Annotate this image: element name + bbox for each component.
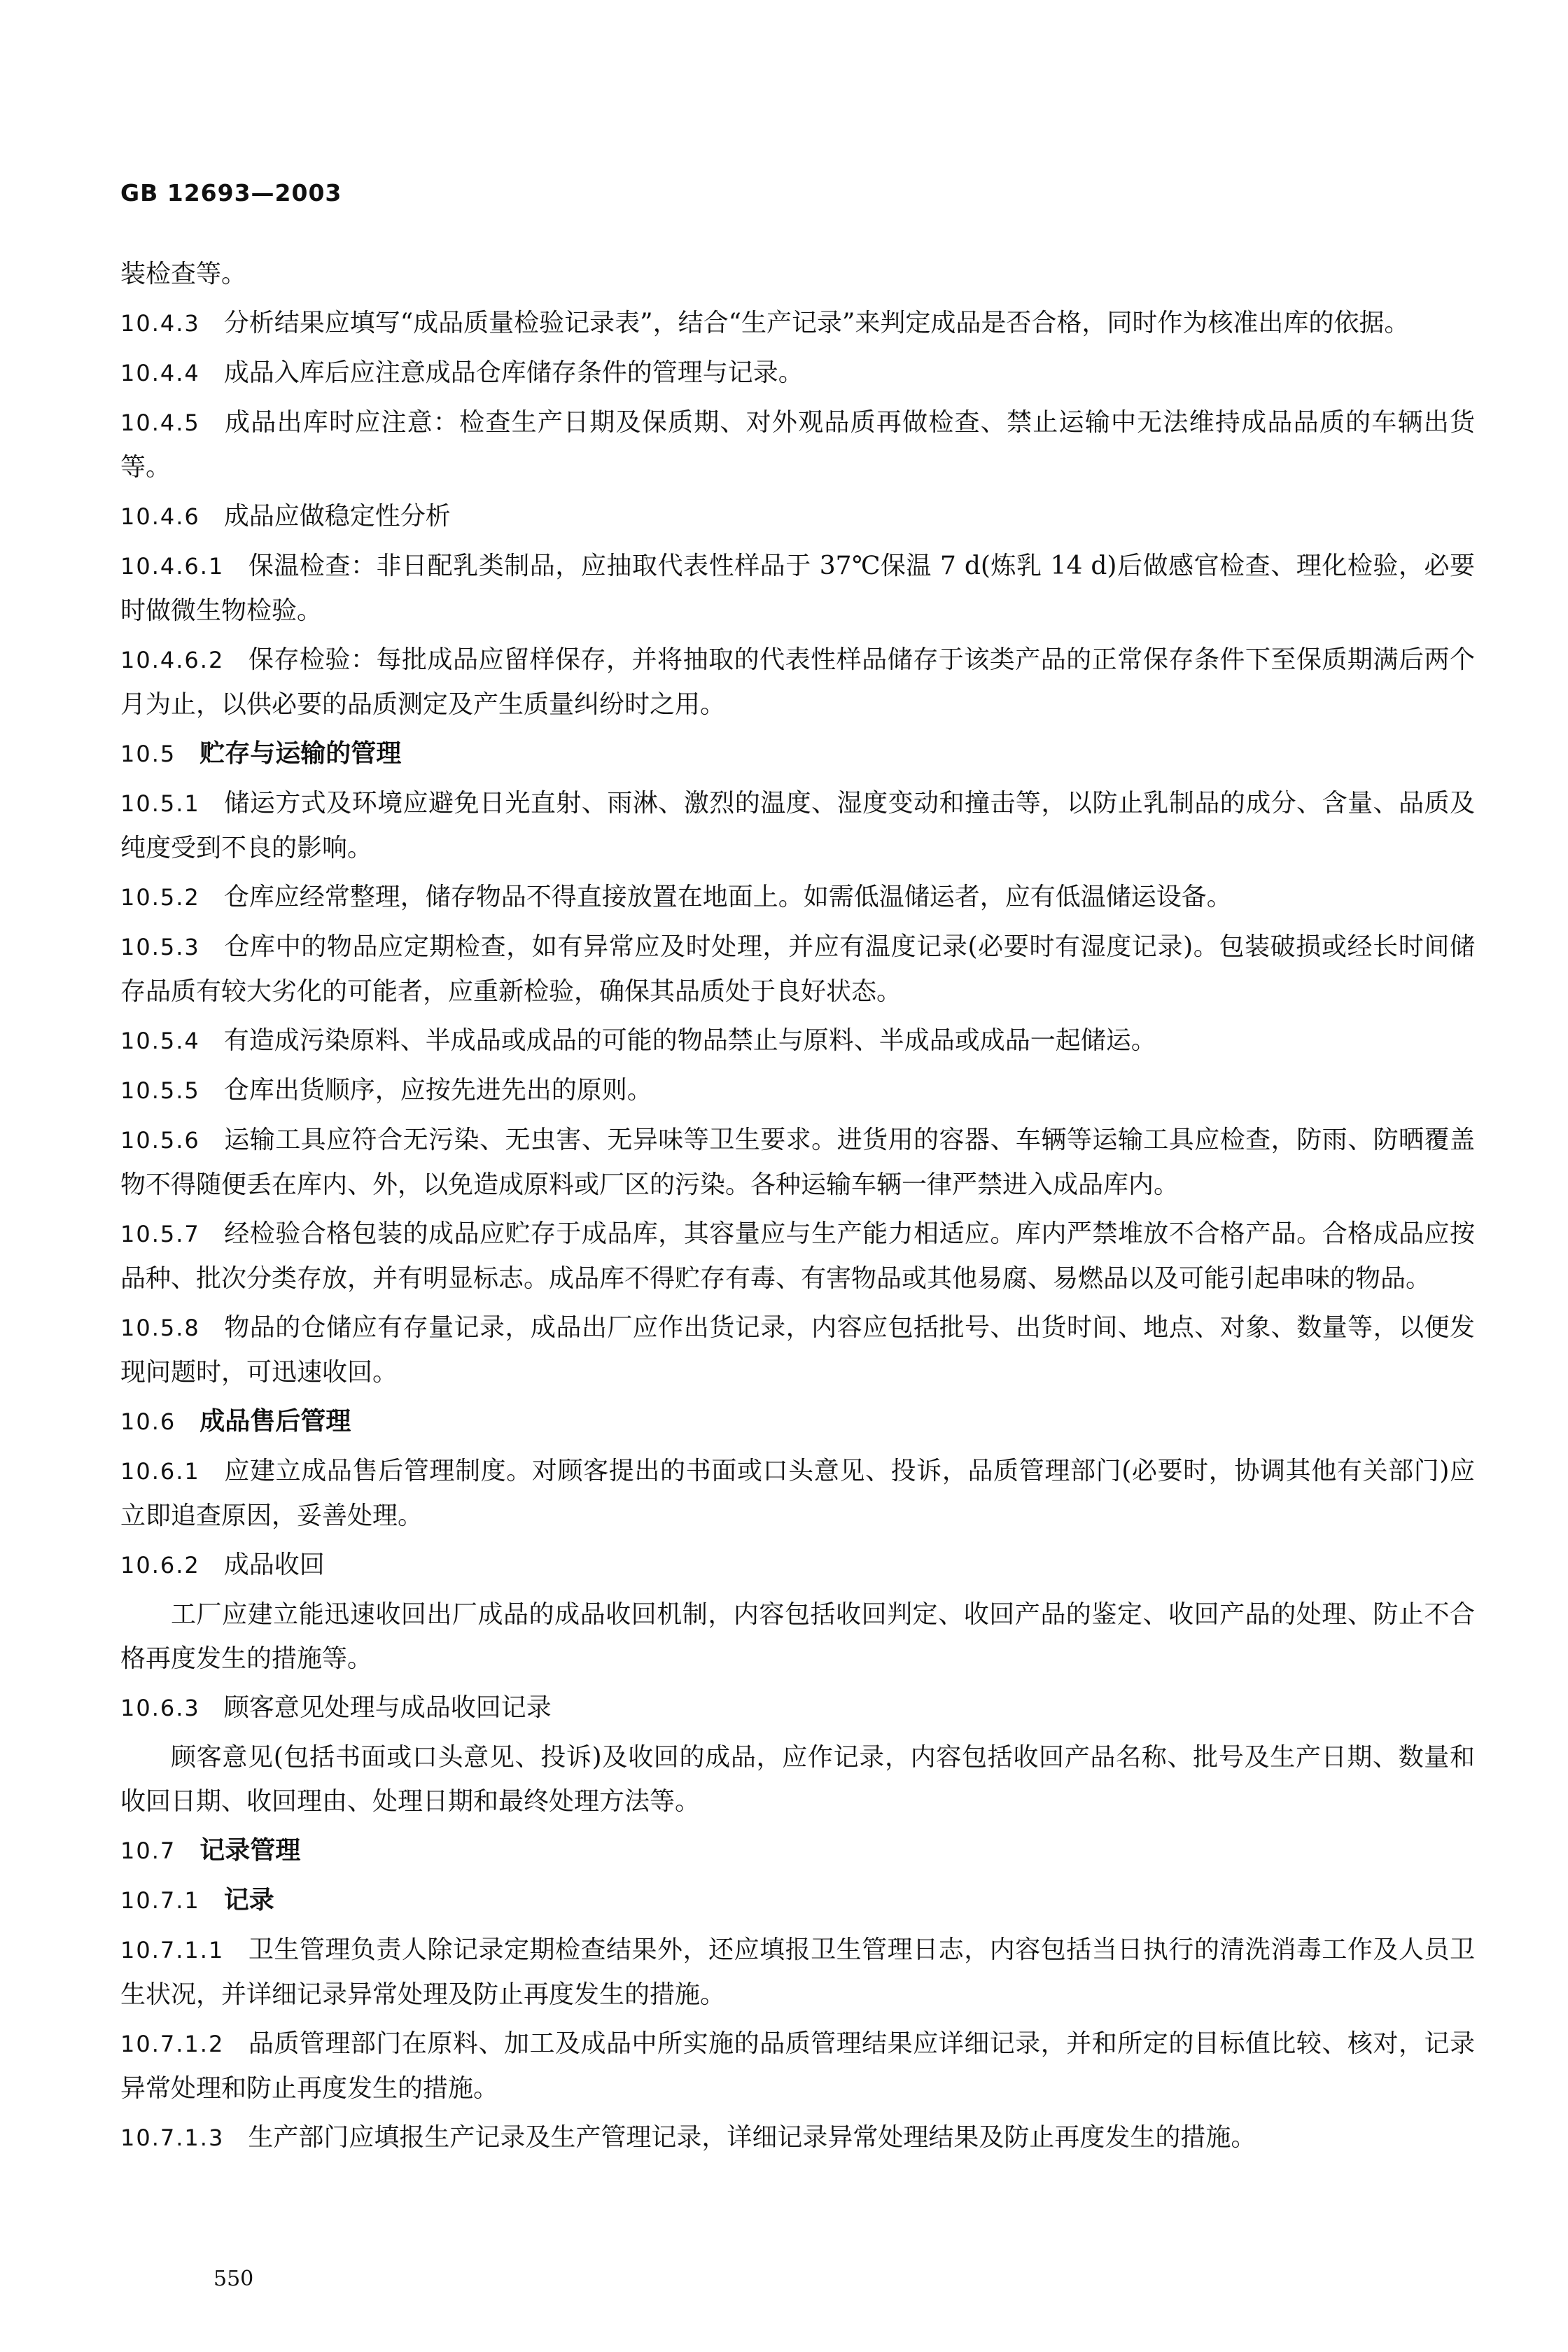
heading-text: 记录	[223, 1886, 274, 1914]
clause-number: 10.5.8	[120, 1315, 200, 1341]
clause-paragraph	[120, 252, 1475, 296]
clause-number: 10.4.3	[120, 310, 200, 337]
clause-paragraph	[120, 1306, 1475, 1394]
clause-number: 10.7.1	[120, 1887, 200, 1914]
clause-number: 10.6	[120, 1408, 176, 1435]
clause-text: 装检查等。	[120, 260, 247, 288]
clause-number: 10.5.5	[120, 1077, 200, 1104]
clause-text: 应建立成品售后管理制度。对顾客提出的书面或口头意见、投诉，品质管理部门(必要时，协调其他有关部门)应立即追查原因，妥善处理。	[120, 1457, 1475, 1530]
clause-number: 10.6.2	[120, 1552, 200, 1578]
clause-number: 10.7.1.1	[120, 1937, 225, 1963]
clause-paragraph	[120, 544, 1475, 633]
clause-text: 保温检查：非日配乳类制品，应抽取代表性样品于 37℃保温 7 d(炼乳 14 d)后做感官检查、理化检验，必要时做微生物检验。	[120, 552, 1475, 625]
clause-number: 10.5.4	[120, 1028, 200, 1054]
clause-paragraph	[120, 1928, 1475, 2017]
section-heading	[120, 1828, 1475, 1873]
clause-paragraph	[120, 1543, 1475, 1588]
clause-paragraph	[120, 400, 1475, 489]
clause-number: 10.7.1.2	[120, 2031, 225, 2057]
clause-text: 成品出库时应注意：检查生产日期及保质期、对外观品质再做检查、禁止运输中无法维持成品品质的车辆出货等。	[120, 408, 1475, 482]
clause-paragraph	[120, 301, 1475, 346]
clause-number: 10.4.6.2	[120, 647, 225, 673]
clause-paragraph	[120, 1118, 1475, 1207]
clause-text: 生产部门应填报生产记录及生产管理记录，详细记录异常处理结果及防止再度发生的措施。	[248, 2123, 1256, 2152]
clause-number: 10.5.6	[120, 1127, 200, 1154]
page-number: 550	[214, 2267, 254, 2291]
clause-text: 物品的仓储应有存量记录，成品出厂应作出货记录，内容应包括批号、出货时间、地点、对象、数量等，以便发现问题时，可迅速收回。	[120, 1313, 1475, 1387]
clause-paragraph	[120, 1212, 1475, 1301]
clause-text: 储运方式及环境应避免日光直射、雨淋、激烈的温度、湿度变动和撞击等，以防止乳制品的成分、含量、品质及纯度受到不良的影响。	[120, 789, 1475, 862]
clause-text: 仓库中的物品应定期检查，如有异常应及时处理，并应有温度记录(必要时有湿度记录)。包装破损或经长时间储存品质有较大劣化的可能者，应重新检验，确保其品质处于良好状态。	[120, 932, 1475, 1006]
clause-text: 分析结果应填写“成品质量检验记录表”，结合“生产记录”来判定成品是否合格，同时作为核准出库的依据。	[223, 309, 1410, 337]
clause-paragraph	[120, 1686, 1475, 1730]
clause-text: 顾客意见(包括书面或口头意见、投诉)及收回的成品，应作记录，内容包括收回产品名称、批号及生产日期、数量和收回日期、收回理由、处理日期和最终处理方法等。	[120, 1743, 1475, 1816]
clause-paragraph	[120, 875, 1475, 920]
document-body	[120, 252, 1475, 2165]
clause-paragraph	[120, 1592, 1475, 1681]
clause-number: 10.4.4	[120, 360, 200, 386]
clause-paragraph	[120, 1735, 1475, 1823]
clause-paragraph	[120, 351, 1475, 396]
clause-number: 10.5.7	[120, 1221, 200, 1247]
clause-text: 卫生管理负责人除记录定期检查结果外，还应填报卫生管理日志，内容包括当日执行的清洗消毒工作及人员卫生状况，并详细记录异常处理及防止再度发生的措施。	[120, 1935, 1475, 2009]
section-heading	[120, 1399, 1475, 1444]
clause-text: 成品应做稳定性分析	[223, 502, 451, 531]
clause-paragraph	[120, 494, 1475, 539]
clause-number: 10.7.1.3	[120, 2124, 225, 2151]
clause-text: 经检验合格包装的成品应贮存于成品库，其容量应与生产能力相适应。库内严禁堆放不合格产品。合格成品应按品种、批次分类存放，并有明显标志。成品库不得贮存有毒、有害物品或其他易腐、易燃品以及可能引起串味的物品。	[120, 1219, 1475, 1293]
clause-paragraph	[120, 925, 1475, 1014]
clause-number: 10.7	[120, 1837, 176, 1864]
clause-text: 仓库出货顺序，应按先进先出的原则。	[223, 1076, 652, 1105]
clause-text: 成品收回	[223, 1550, 325, 1579]
clause-number: 10.6.1	[120, 1458, 200, 1485]
clause-number: 10.6.3	[120, 1695, 200, 1721]
clause-number: 10.5.1	[120, 790, 200, 817]
clause-paragraph	[120, 1018, 1475, 1063]
clause-number: 10.5.3	[120, 934, 200, 960]
heading-text: 成品售后管理	[200, 1407, 351, 1436]
clause-paragraph	[120, 2115, 1475, 2160]
clause-number: 10.5.2	[120, 884, 200, 911]
clause-text: 有造成污染原料、半成品或成品的可能的物品禁止与原料、半成品或成品一起储运。	[223, 1026, 1156, 1055]
clause-number: 10.4.5	[120, 410, 200, 436]
standard-code: GB 12693—2003	[120, 179, 342, 206]
clause-text: 品质管理部门在原料、加工及成品中所实施的品质管理结果应详细记录，并和所定的目标值比较、核对，记录异常处理和防止再度发生的措施。	[120, 2029, 1475, 2103]
clause-paragraph	[120, 1449, 1475, 1538]
heading-text: 贮存与运输的管理	[200, 739, 402, 768]
clause-paragraph	[120, 1068, 1475, 1113]
clause-text: 工厂应建立能迅速收回出厂成品的成品收回机制，内容包括收回判定、收回产品的鉴定、收回产品的处理、防止不合格再度发生的措施等。	[120, 1600, 1475, 1673]
clause-text: 顾客意见处理与成品收回记录	[223, 1693, 552, 1722]
heading-text: 记录管理	[200, 1836, 301, 1865]
clause-text: 成品入库后应注意成品仓库储存条件的管理与记录。	[223, 358, 804, 387]
section-heading	[120, 1878, 1475, 1923]
clause-number: 10.4.6.1	[120, 553, 225, 580]
clause-number: 10.4.6	[120, 503, 200, 530]
clause-paragraph	[120, 781, 1475, 870]
section-heading	[120, 732, 1475, 776]
clause-text: 保存检验：每批成品应留样保存，并将抽取的代表性样品储存于该类产品的正常保存条件下至保质期满后两个月为止，以供必要的品质测定及产生质量纠纷时之用。	[120, 645, 1475, 719]
clause-text: 运输工具应符合无污染、无虫害、无异味等卫生要求。进货用的容器、车辆等运输工具应检查，防雨、防晒覆盖物不得随便丢在库内、外，以免造成原料或厂区的污染。各种运输车辆一律严禁进入成品库内。	[120, 1126, 1475, 1199]
clause-paragraph	[120, 2022, 1475, 2110]
clause-text: 仓库应经常整理，储存物品不得直接放置在地面上。如需低温储运者，应有低温储运设备。	[223, 883, 1232, 911]
clause-number: 10.5	[120, 741, 176, 767]
clause-paragraph	[120, 638, 1475, 727]
